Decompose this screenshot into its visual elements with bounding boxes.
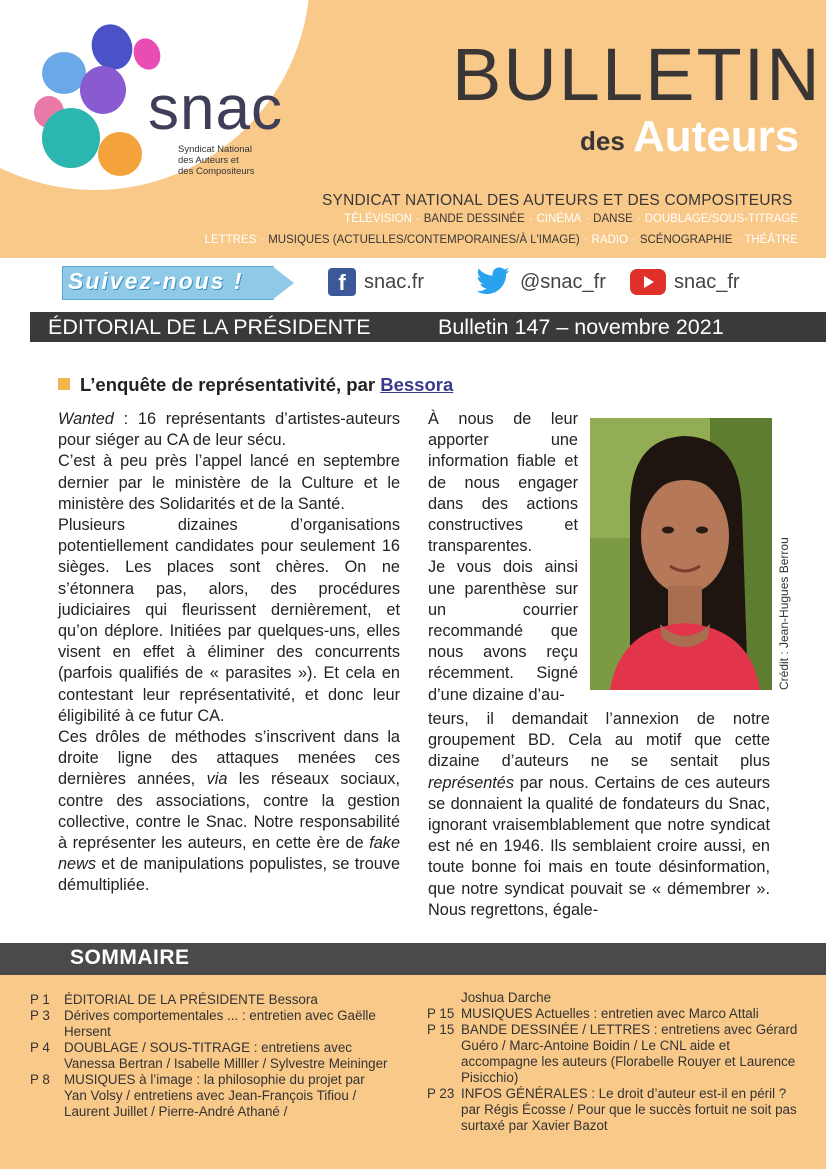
- disciplines-row-2: [205, 234, 798, 246]
- sommaire-page: P 1: [30, 992, 50, 1007]
- sommaire-entry[interactable]: [30, 1008, 390, 1040]
- article-title-text: L’enquête de représentativité, par: [80, 374, 381, 395]
- article-title: [58, 374, 453, 396]
- article-column-1: [58, 409, 400, 897]
- editorial-label: ÉDITORIAL DE LA PRÉSIDENTE: [48, 315, 371, 339]
- sommaire-text: Dérives comportementales ... : entretien avec Gaëlle Hersent: [64, 1008, 376, 1039]
- article-column-2-narrow: [428, 409, 578, 706]
- fake-news-em: fake news: [58, 834, 400, 874]
- bulletin-title: BULLETIN: [452, 33, 822, 116]
- bulletin-auteurs: Auteurs: [633, 112, 800, 161]
- sommaire-entry[interactable]: [427, 1086, 802, 1134]
- author-portrait-photo: [590, 418, 772, 690]
- wanted-em: Wanted: [58, 410, 114, 428]
- twitter-handle: @snac_fr: [520, 270, 606, 293]
- logo-dot-magenta: [129, 35, 164, 74]
- youtube-icon: [630, 269, 666, 295]
- sommaire-page: P 8: [30, 1072, 50, 1087]
- sommaire-header: [0, 943, 826, 975]
- sommaire-column-1: [30, 992, 390, 1120]
- sommaire-text: MUSIQUES Actuelles : entretien avec Marco Attali: [461, 1006, 759, 1021]
- sommaire-text: BANDE DESSINÉE / LETTRES : entretiens avec Gérard Guéro / Marc-Antoine Boidin / Le CNL aide et accompagne les auteurs (Florabelle Rouyer et Laurence Pisicchio): [461, 1022, 798, 1085]
- photo-credit: Crédit : Jean-Hugues Berrou: [777, 537, 791, 690]
- sommaire-column-2: [427, 990, 802, 1134]
- paragraph: Je vous dois ainsi une parenthèse sur un courrier recommandé que nous avons reçu récemment. Signé d’une dizaine d’au-: [428, 558, 578, 704]
- sommaire-page: P 15: [427, 1006, 455, 1021]
- sommaire-text: Joshua Darche: [461, 990, 552, 1005]
- separator-dot: ·: [260, 234, 265, 246]
- snac-logo[interactable]: [36, 20, 296, 190]
- social-bar: [0, 258, 826, 310]
- sommaire-page: P 3: [30, 1008, 50, 1023]
- separator-dot: ·: [583, 234, 588, 246]
- discipline-label: DOUBLAGE/SOUS-TITRAGE: [644, 213, 798, 225]
- discipline-label: TÉLÉVISION: [344, 213, 412, 225]
- bullet-square-icon: [58, 378, 70, 390]
- sommaire-entry[interactable]: [30, 992, 390, 1008]
- sommaire-page: [427, 990, 461, 1006]
- portrait-illustration: [590, 418, 772, 690]
- twitter-link[interactable]: [474, 267, 606, 297]
- masthead: [0, 0, 826, 258]
- discipline-label: SCÉNOGRAPHIE: [639, 234, 733, 246]
- author-link[interactable]: Bessora: [380, 374, 454, 395]
- paragraph: C’est à peu près l’appel lancé en septembre dernier par le ministère de la Culture et le ministère des Solidarités et de la Santé.: [58, 452, 400, 513]
- sommaire-title: SOMMAIRE: [70, 946, 190, 969]
- sommaire-entry[interactable]: [427, 1022, 802, 1086]
- logo-dot-orange: [98, 132, 142, 176]
- separator-dot: ·: [736, 234, 741, 246]
- separator-dot: ·: [636, 213, 641, 225]
- sommaire-page: P 4: [30, 1040, 50, 1055]
- paragraph: [58, 727, 400, 897]
- youtube-link[interactable]: [630, 267, 740, 297]
- youtube-handle: snac_fr: [674, 270, 740, 293]
- follow-us-label: Suivez-nous !: [68, 268, 244, 294]
- paragraph-text: Ces drôles de méthodes s’inscrivent dans la droite ligne des attaques menées ces dernières années,: [58, 728, 400, 789]
- logo-wordmark: snac: [148, 74, 283, 143]
- discipline-label: MUSIQUES (ACTUELLES/CONTEMPORAINES/À L'IMAGE): [268, 234, 580, 246]
- issue-label: Bulletin 147 – novembre 2021: [438, 315, 724, 339]
- representes-em: représentés: [428, 773, 514, 792]
- sommaire-text: DOUBLAGE / SOUS-TITRAGE : entretiens avec Vanessa Bertran / Isabelle Milller / Sylvestre Meininger: [64, 1040, 388, 1071]
- sommaire-text: MUSIQUES à l’image : la philosophie du projet par Yan Volsy / entretiens avec Jean-François Tifiou / Laurent Juillet / Pierre-André Athané /: [64, 1072, 365, 1119]
- separator-dot: ·: [631, 234, 636, 246]
- paragraph-text: teurs, il demandait l’annexion de notre groupement BD. Cela au motif que cette dizaine d’auteurs ne se sentait plus: [428, 710, 770, 771]
- logo-dot-purple: [80, 66, 126, 114]
- discipline-label: CINÉMA: [536, 213, 582, 225]
- editorial-bar: [30, 312, 826, 342]
- sommaire-entry[interactable]: [427, 1006, 802, 1022]
- sommaire-text: INFOS GÉNÉRALES : Le droit d’auteur est-il en péril ? par Régis Écosse / Pour que le succès fortuit ne soit pas surtaxé par Xavier Bazot: [461, 1086, 797, 1133]
- separator-dot: ·: [585, 213, 590, 225]
- article-column-2-wide: [428, 709, 770, 921]
- logo-subtitle: Syndicat National des Auteurs et des Compositeurs: [178, 144, 255, 177]
- paragraph: À nous de leur apporter une information fiable et de nous engager dans des actions constructives et transparentes.: [428, 410, 578, 556]
- disciplines-row-1: [344, 213, 798, 225]
- syndicate-name: SYNDICAT NATIONAL DES AUTEURS ET DES COMPOSITEURS: [322, 192, 793, 209]
- sommaire-page: P 23: [427, 1086, 455, 1101]
- paragraph: [428, 709, 770, 921]
- twitter-bird-icon: [474, 267, 512, 297]
- discipline-label: BANDE DESSINÉE: [423, 213, 525, 225]
- paragraph-text: les réseaux sociaux, contre des associations, contre la gestion collective, contre le Snac. Notre responsabilité à représenter les auteurs, en cette ère de: [58, 770, 400, 853]
- discipline-label: THÉÂTRE: [744, 234, 798, 246]
- arrow-right-icon: [272, 266, 294, 300]
- sommaire-entry[interactable]: [427, 990, 802, 1006]
- bulletin-des: des: [580, 126, 625, 156]
- sommaire-page: P 15: [427, 1022, 455, 1037]
- paragraph-text: par nous. Certains de ces auteurs se donnaient la qualité de fondateurs du Snac, ignorant vraisemblablement que notre syndicat est né en 1946. Ils semblaient croire aussi, en toute bonne foi mais en toute désinformation, que notre syndicat pouvait se « démembrer ». Nous regrettons, égale-: [428, 773, 770, 919]
- paragraph: [58, 409, 400, 451]
- paragraph-text: et de manipulations populistes, se trouve démultipliée.: [58, 855, 400, 895]
- follow-us-banner[interactable]: [62, 266, 294, 298]
- separator-dot: ·: [528, 213, 533, 225]
- sommaire-entry[interactable]: [30, 1072, 390, 1120]
- facebook-icon: f: [328, 268, 356, 296]
- sommaire-text: ÉDITORIAL DE LA PRÉSIDENTE Bessora: [64, 992, 318, 1007]
- discipline-label: RADIO: [591, 234, 628, 246]
- logo-dot-teal: [42, 108, 100, 168]
- discipline-label: LETTRES: [204, 234, 257, 246]
- paragraph: Plusieurs dizaines d’organisations potentiellement candidates pour seulement 16 sièges. Les places sont chères. On ne s’étonnera pas, alors, des procédures judiciaires qui fleurissent dernièrement, et qu’on déplore. Initiées par quelques-uns, elles visent en effet à éliminer des concurrents (parfois qualifiés de « parasites »). Et cela en contestant leur représentativité, et donc leur éligibilité à ce futur CA.: [58, 516, 400, 725]
- facebook-handle: snac.fr: [364, 270, 425, 293]
- discipline-label: DANSE: [593, 213, 633, 225]
- sommaire-entry[interactable]: [30, 1040, 390, 1072]
- facebook-link[interactable]: [328, 267, 424, 297]
- separator-dot: ·: [415, 213, 420, 225]
- paragraph-text: : 16 représentants d’artistes-auteurs pour siéger au CA de leur sécu.: [58, 410, 400, 450]
- via-em: via: [206, 770, 228, 789]
